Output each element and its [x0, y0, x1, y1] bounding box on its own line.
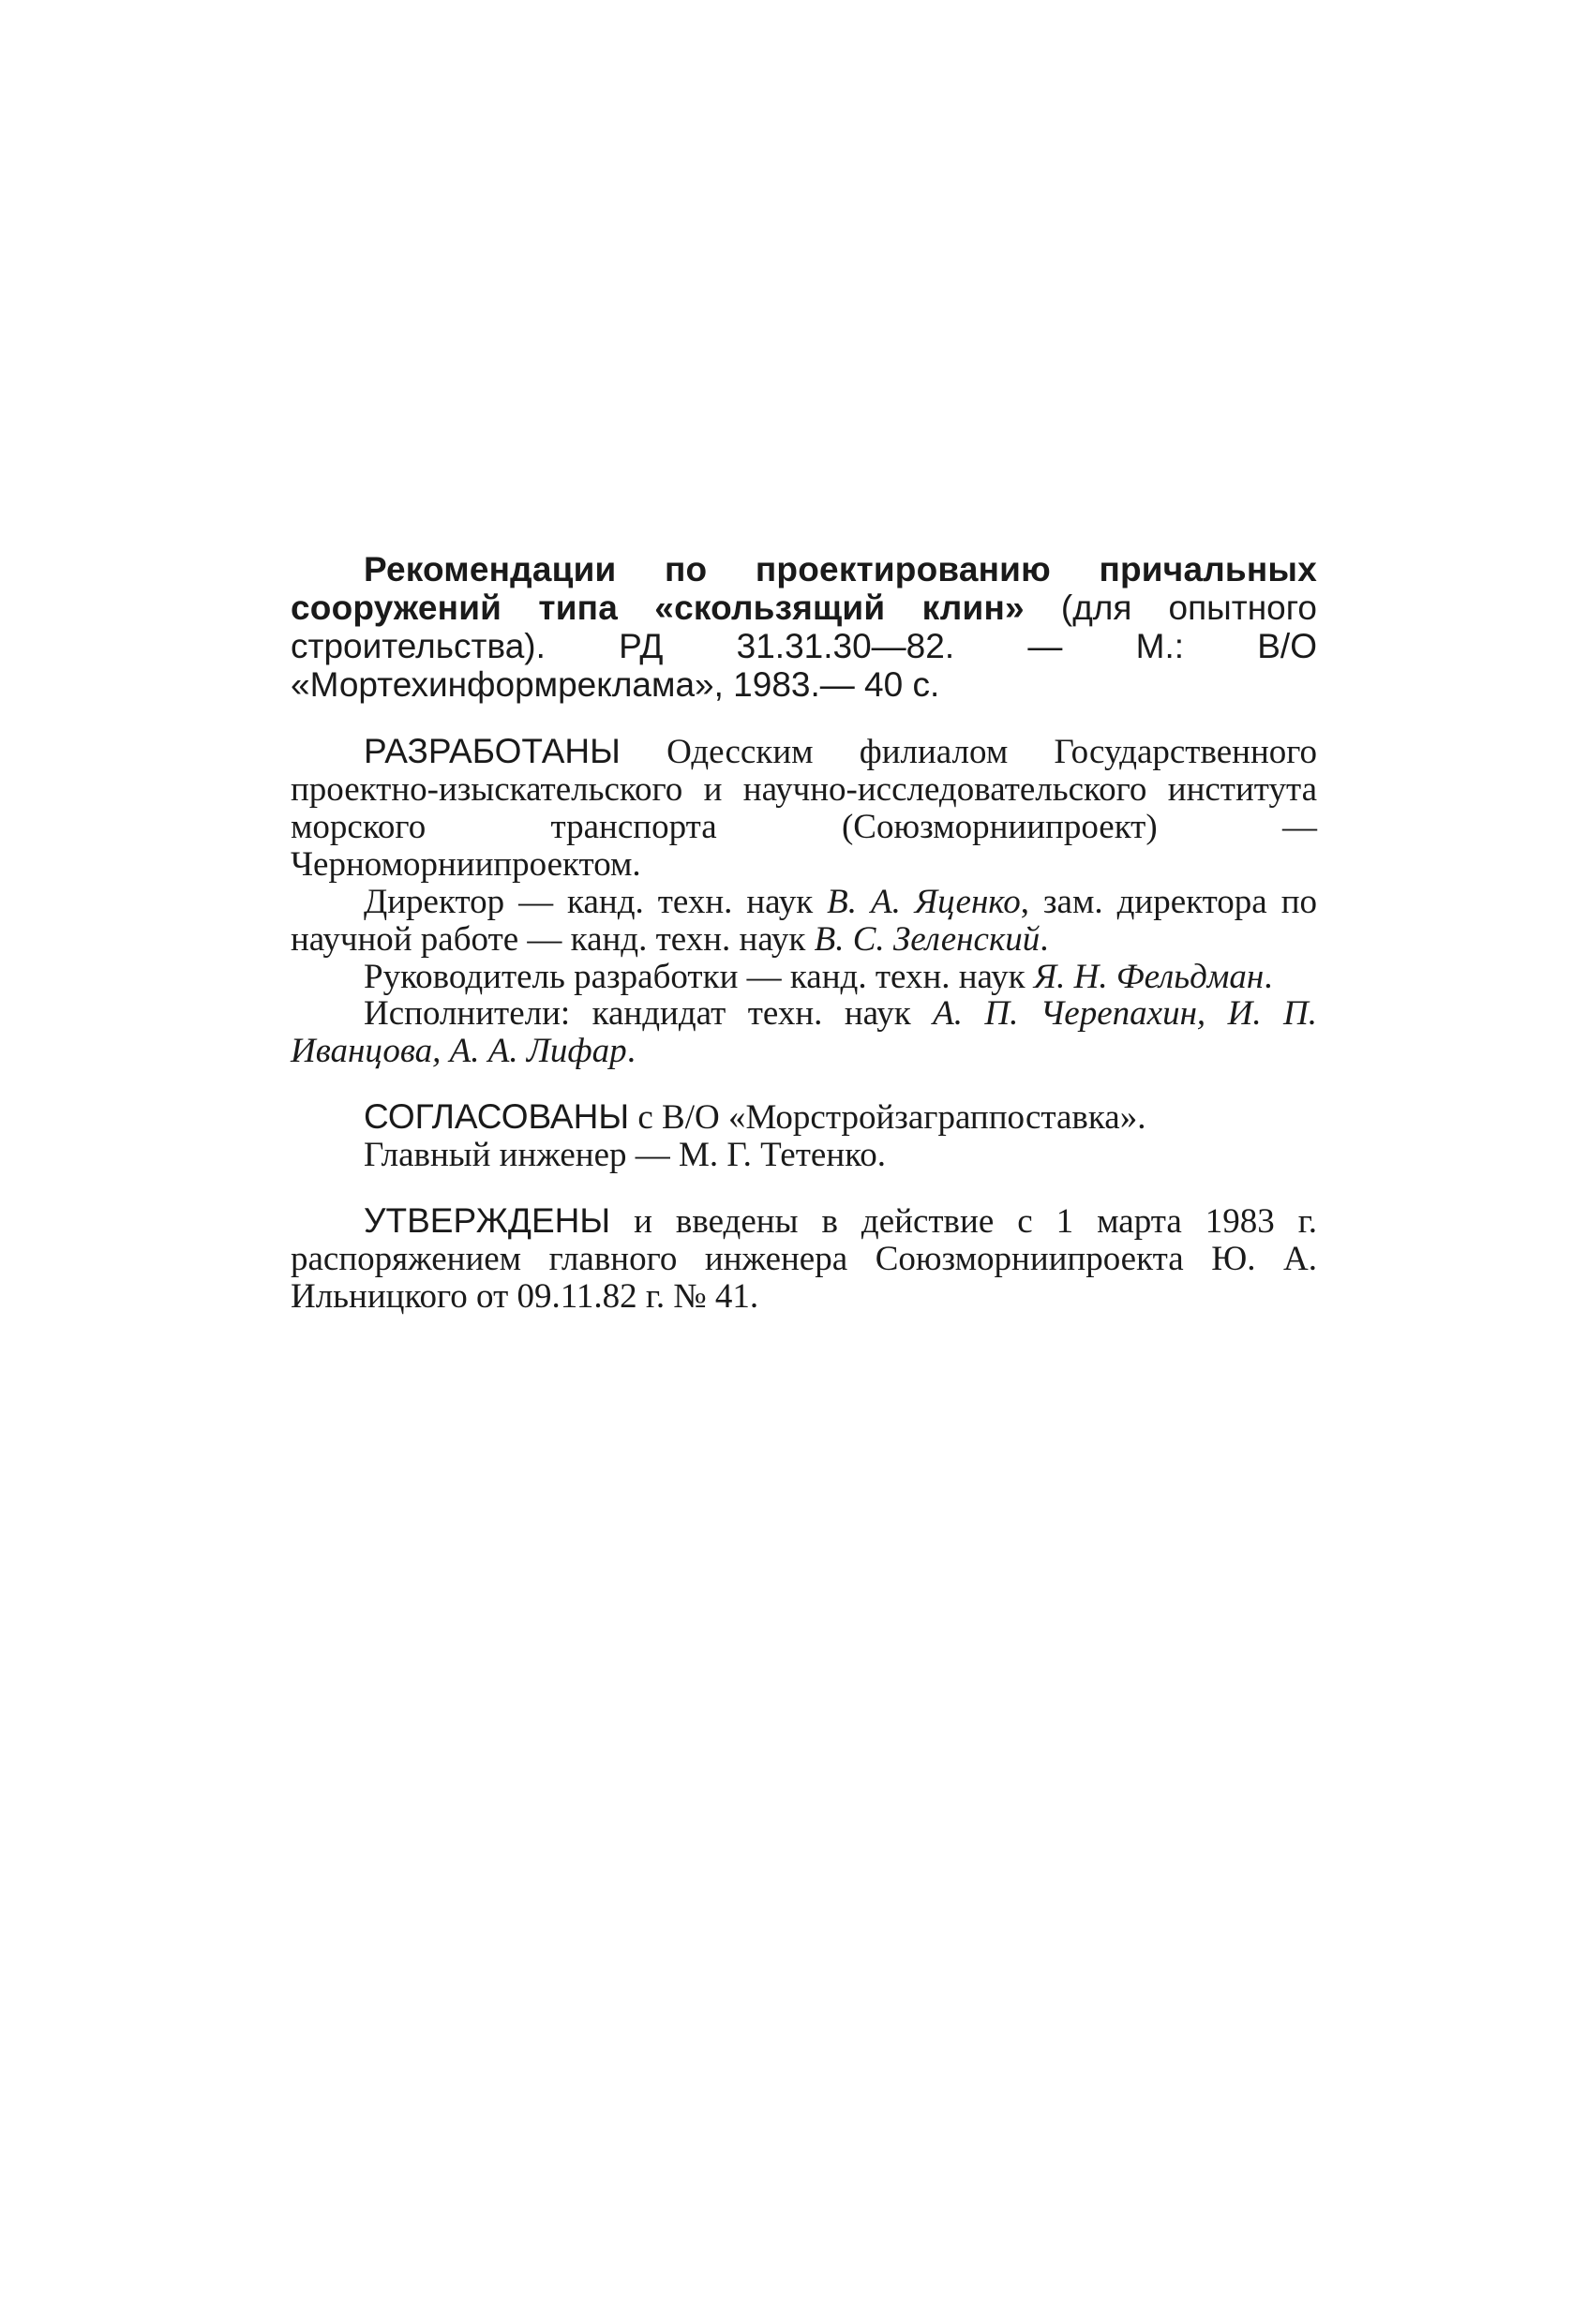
document-text-block — [291, 551, 1317, 1316]
executors-prefix: Исполнители: кандидат техн. наук — [364, 994, 934, 1034]
developed-text: Одесским филиалом Государственного проектно-изыскательского и научно-исследовательского института морского транспорта (Союзморниипроект) — Черноморниипроектом. — [291, 732, 1317, 884]
approved-label: УТВЕРЖДЕНЫ — [364, 1201, 611, 1241]
approved-text: и введены в действие с 1 марта 1983 г. распоряжением главного инженера Союзморниипроекта Ю. А. Ильницкого от 09.11.82 г. № 41. — [291, 1202, 1317, 1317]
director-middle: , зам. директора по научной работе — канд. техн. наук — [291, 882, 1317, 959]
developed-paragraph — [291, 733, 1317, 884]
citation-details: (для опытного строительства). РД 31.31.30—82. — М.: В/О «Мортехинформреклама», 1983.— 40 с. — [291, 588, 1317, 704]
agreed-label: СОГЛАСОВАНЫ — [364, 1097, 630, 1137]
spacer — [291, 705, 1317, 733]
agreed-paragraph — [291, 1098, 1317, 1137]
lead-name: Я. Н. Фельдман — [1033, 957, 1265, 996]
citation-title: Рекомендации по проектированию причальных сооружений типа «скользящий клин» — [291, 550, 1317, 627]
executors-suffix: . — [626, 1032, 636, 1071]
director-paragraph — [291, 884, 1317, 959]
developed-label: РАЗРАБОТАНЫ — [364, 731, 621, 770]
spacer — [291, 1174, 1317, 1202]
chief-engineer-paragraph: Главный инженер — М. Г. Тетенко. — [364, 1136, 886, 1175]
executors-names: А. П. Черепахин, И. П. Иванцова, А. А. Лифар — [291, 994, 1317, 1071]
lead-suffix: . — [1264, 957, 1273, 996]
director-suffix: . — [1040, 919, 1049, 959]
lead-prefix: Руководитель разработки — канд. техн. наук — [364, 957, 1034, 996]
deputy-director-name: В. С. Зеленский — [814, 919, 1041, 959]
citation-paragraph — [291, 551, 1317, 705]
approved-paragraph — [291, 1202, 1317, 1316]
spacer — [291, 1070, 1317, 1098]
director-prefix: Директор — канд. техн. наук — [364, 882, 828, 921]
agreed-text: с В/О «Морстройзаграппоставка». — [629, 1098, 1146, 1138]
lead-paragraph — [291, 959, 1317, 996]
executors-paragraph — [291, 995, 1317, 1070]
director-name: В. А. Яценко — [827, 882, 1021, 921]
